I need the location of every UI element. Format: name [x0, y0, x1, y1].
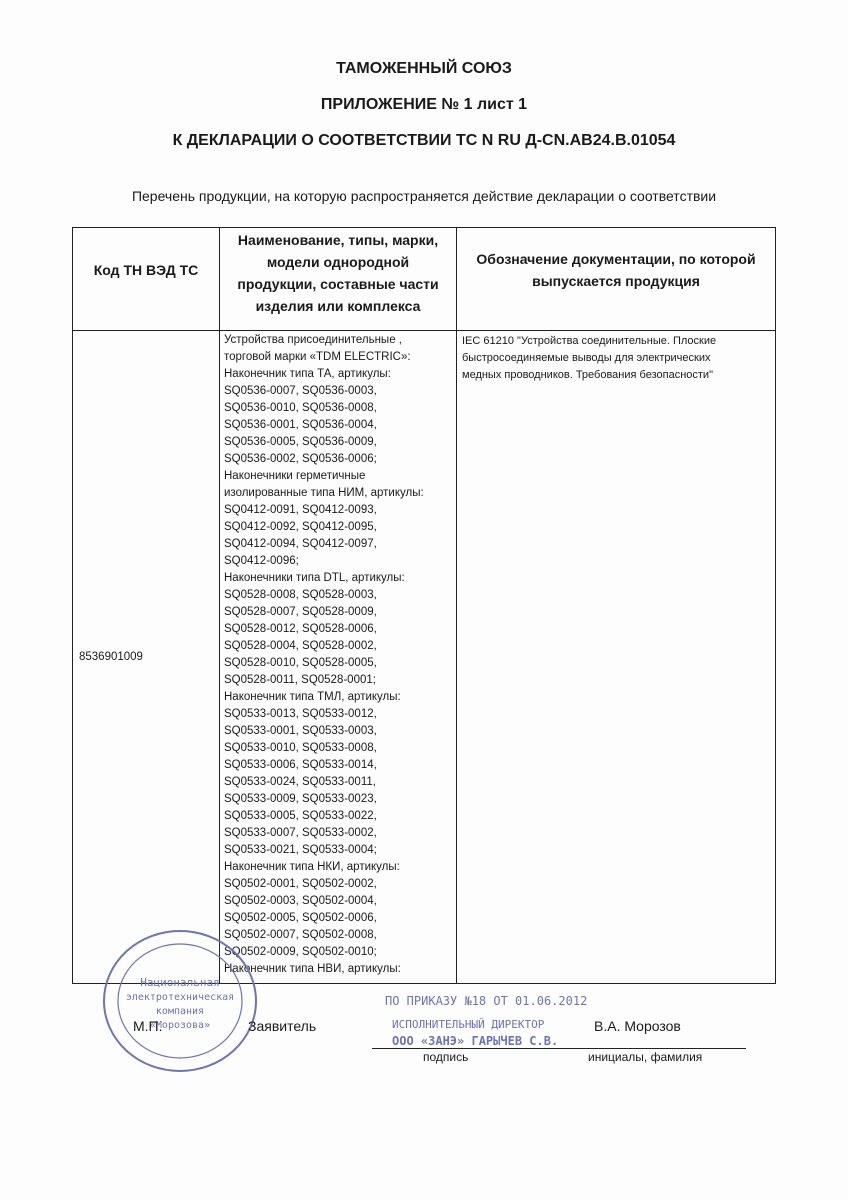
header-col-name: Наименование, типы, марки, модели однородной продукции, составные части изделия или комплекса — [237, 232, 439, 314]
product-line: SQ0528-0012, SQ0528-0006, — [224, 623, 377, 635]
svg-text:Национальная: Национальная — [140, 976, 220, 989]
order-stamp: ПО ПРИКАЗУ №18 ОТ 01.06.2012 — [385, 994, 588, 1008]
product-line: Наконечник типа ТМЛ, артикулы: — [224, 691, 401, 703]
product-line: SQ0412-0091, SQ0412-0093, — [224, 504, 377, 516]
intro-text: Перечень продукции, на которую распространяется действие декларации о соответствии — [131, 188, 717, 204]
signature-caption: подпись — [423, 1050, 469, 1064]
table-col-divider-1 — [219, 227, 220, 984]
position-stamp: ИСПОЛНИТЕЛЬНЫЙ ДИРЕКТОР — [392, 1018, 545, 1031]
product-line: SQ0536-0002, SQ0536-0006; — [224, 453, 377, 465]
product-line: Устройства присоединительные , — [224, 334, 402, 346]
signature-line — [372, 1048, 746, 1049]
product-line: SQ0533-0013, SQ0533-0012, — [224, 708, 377, 720]
header-col-documentation: Обозначение документации, по которой выпускается продукция — [476, 251, 756, 289]
tn-ved-code: 8536901009 — [79, 651, 143, 663]
product-line: SQ0502-0005, SQ0502-0006, — [224, 912, 377, 924]
doc-heading-declaration: К ДЕКЛАРАЦИИ О СООТВЕТСТВИИ ТС N RU Д-CN.АВ24.В.01054 — [172, 132, 676, 149]
product-line: Наконечник типа НКИ, артикулы: — [224, 861, 400, 873]
product-line: SQ0412-0092, SQ0412-0095, — [224, 521, 377, 533]
table-header-divider — [72, 330, 776, 331]
product-line: SQ0528-0011, SQ0528-0001; — [224, 674, 376, 686]
name-caption: инициалы, фамилия — [588, 1050, 703, 1064]
product-line: изолированные типа НИМ, артикулы: — [224, 487, 424, 499]
product-line: SQ0536-0007, SQ0536-0003, — [224, 385, 377, 397]
product-line: SQ0412-0096; — [224, 555, 299, 567]
doc-heading-appendix: ПРИЛОЖЕНИЕ № 1 лист 1 — [320, 96, 528, 113]
product-line: Наконечник типа ТА, артикулы: — [224, 368, 391, 380]
product-line: SQ0502-0003, SQ0502-0004, — [224, 895, 377, 907]
product-line: SQ0533-0009, SQ0533-0023, — [224, 793, 377, 805]
product-line: SQ0528-0004, SQ0528-0002, — [224, 640, 377, 652]
product-line: SQ0502-0009, SQ0502-0010; — [224, 946, 377, 958]
company-stamp: ООО «ЗАНЭ» ГАРЫЧЕВ С.В. — [392, 1034, 559, 1048]
svg-text:«Морозова»: «Морозова» — [149, 1020, 211, 1031]
product-line: Наконечник типа НВИ, артикулы: — [224, 963, 401, 975]
product-line: Наконечники герметичные — [224, 470, 366, 482]
documentation-text: IEC 61210 "Устройства соединительные. Плоские быстросоединяемые выводы для электрических медных проводников. Требования безопасности" — [462, 335, 717, 381]
product-line: торговой марки «TDM ELECTRIC»: — [224, 351, 411, 363]
mp-label: М.П. — [133, 1018, 163, 1034]
product-line: SQ0533-0021, SQ0533-0004; — [224, 844, 377, 856]
product-line: SQ0528-0007, SQ0528-0009, — [224, 606, 377, 618]
product-line: SQ0533-0010, SQ0533-0008, — [224, 742, 377, 754]
product-line: SQ0536-0005, SQ0536-0009, — [224, 436, 377, 448]
svg-text:электротехническая: электротехническая — [125, 992, 235, 1003]
table-left-border — [72, 227, 73, 984]
product-line: SQ0533-0001, SQ0533-0003, — [224, 725, 377, 737]
applicant-label: Заявитель — [248, 1018, 317, 1034]
svg-text:компания: компания — [155, 1006, 205, 1017]
product-line: SQ0536-0010, SQ0536-0008, — [224, 402, 377, 414]
header-col-code: Код ТН ВЭД ТС — [93, 262, 199, 278]
table-top-border — [72, 227, 776, 228]
product-line: SQ0533-0005, SQ0533-0022, — [224, 810, 377, 822]
product-line: SQ0502-0001, SQ0502-0002, — [224, 878, 377, 890]
product-line: SQ0528-0008, SQ0528-0003, — [224, 589, 377, 601]
applicant-name: В.А. Морозов — [594, 1018, 681, 1034]
product-line: Наконечники типа DTL, артикулы: — [224, 572, 405, 584]
product-line: SQ0412-0094, SQ0412-0097, — [224, 538, 377, 550]
doc-heading-union: ТАМОЖЕННЫЙ СОЮЗ — [336, 60, 512, 77]
round-seal-stamp — [100, 926, 260, 1076]
product-list — [224, 332, 458, 978]
product-line: SQ0533-0024, SQ0533-0011, — [224, 776, 376, 788]
product-line: SQ0528-0010, SQ0528-0005, — [224, 657, 377, 669]
product-line: SQ0533-0007, SQ0533-0002, — [224, 827, 377, 839]
product-line: SQ0536-0001, SQ0536-0004, — [224, 419, 377, 431]
product-line: SQ0502-0007, SQ0502-0008, — [224, 929, 377, 941]
table-right-border — [775, 227, 776, 984]
product-line: SQ0533-0006, SQ0533-0014, — [224, 759, 377, 771]
